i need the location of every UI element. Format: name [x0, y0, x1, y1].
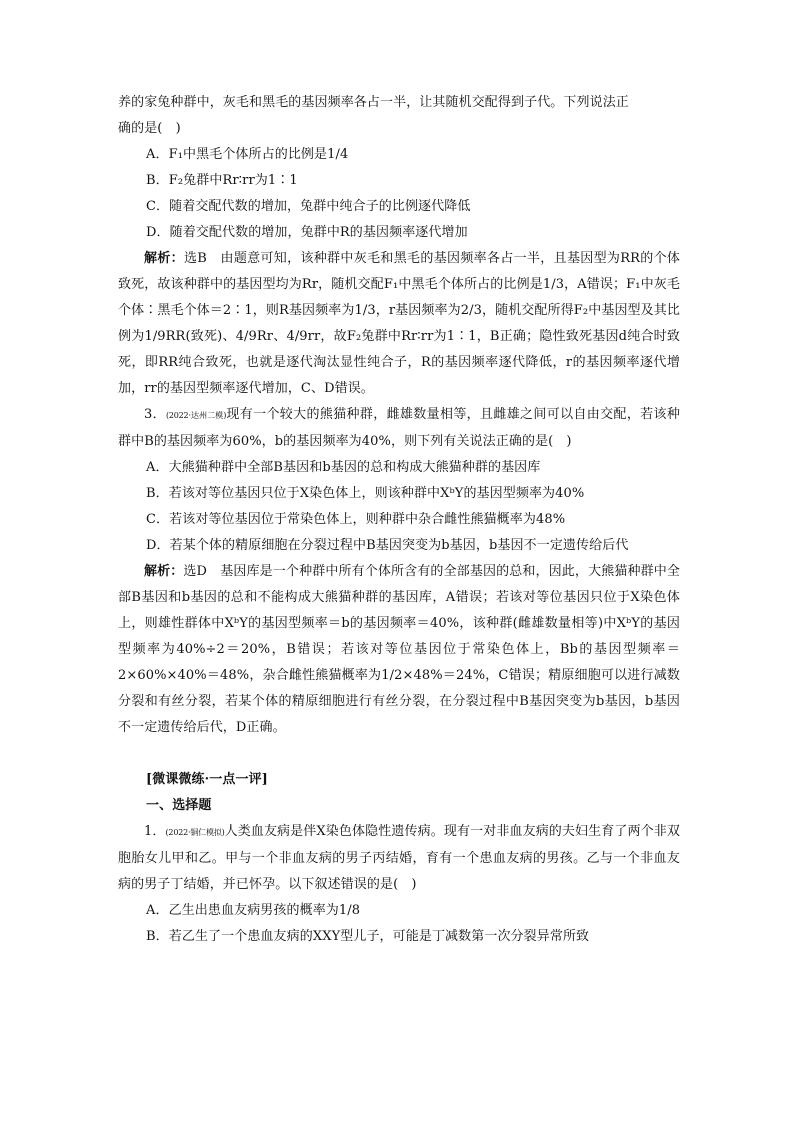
question-stem-text: 人类血友病是伴X染色体隐性遗传病。现有一对非血友病的夫妇生育了两个非双胞胎女儿甲和乙。甲与一个非血友病的男子丙结婚，育有一个患血友病的男孩。乙与一个非血友病的男子丁结婚，并已怀孕。以下叙述错误的是( ) — [118, 824, 680, 892]
question-1-stem — [118, 819, 680, 898]
analysis-label: 解析： — [144, 251, 184, 266]
question-source: (2022·铜仁模拟) — [165, 828, 225, 837]
question-3-option-c: C．若该对等位基因位于常染色体上，则种群中杂合雌性熊猫概率为48% — [146, 512, 566, 527]
question-3-option-a: A．大熊猫种群中全部B基因和b基因的总和构成大熊猫种群的基因库 — [146, 460, 541, 475]
question-2-stem-line-2: 确的是( ) — [118, 121, 181, 136]
section-spacer — [118, 741, 680, 767]
question-2-option-c: C．随着交配代数的增加，兔群中纯合子的比例逐代降低 — [146, 199, 471, 214]
question-3-analysis — [118, 559, 680, 741]
question-3-option-d: D．若某个体的精原细胞在分裂过程中B基因突变为b基因，b基因不一定遗传给后代 — [146, 538, 629, 553]
question-1-option-a: A．乙生出患血友病男孩的概率为1/8 — [146, 903, 361, 918]
analysis-label: 解析： — [144, 564, 184, 579]
question-2-analysis — [118, 246, 680, 402]
section-heading: 一、选择题 — [146, 798, 212, 813]
document-content — [118, 90, 680, 950]
question-2-stem-line-1: 养的家兔种群中，灰毛和黑毛的基因频率各占一半，让其随机交配得到子代。下列说法正 — [118, 95, 629, 110]
question-2-option-d: D．随着交配代数的增加，兔群中R的基因频率逐代增加 — [146, 225, 468, 240]
analysis-text: 选B 由题意可知，该种群中灰毛和黑毛的基因频率各占一半，且基因型为RR的个体致死，故该种群中的基因型均为Rr，随机交配F₁中黑毛个体所占的比例是1/3，A错误；F₁中灰毛个体∶黑毛个体＝2∶1，则R基因频率为1/3，r基因频率为2/3，随机交配所得F₂中基因型及其比例为1/9RR(致死)、4/9Rr、4/9rr，故F₂兔群中Rr∶rr为1∶1，B正确；隐性致死基因d纯合时致死，即RR纯合致死，也就是逐代淘汰显性纯合子，R的基因频率逐代降低，r的基因频率逐代增加，rr的基因型频率逐代增加，C、D错误。 — [118, 251, 680, 396]
question-stem-text: 现有一个较大的熊猫种群，雌雄数量相等，且雌雄之间可以自由交配，若该种群中B的基因频率为60%，b的基因频率为40%，则下列有关说法正确的是( ) — [118, 407, 680, 449]
question-number: 3． — [144, 407, 166, 422]
question-2-option-a: A．F₁中黑毛个体所占的比例是1/4 — [146, 147, 349, 162]
question-source: (2022·达州二模) — [165, 411, 227, 420]
question-2-option-b: B．F₂兔群中Rr∶rr为1∶1 — [146, 173, 298, 188]
practice-title: [微课微练·一点一评] — [146, 772, 268, 787]
analysis-text: 选D 基因库是一个种群中所有个体所含有的全部基因的总和，因此，大熊猫种群中全部B基因和b基因的总和不能构成大熊猫种群的基因库，A错误；若该对等位基因只位于X染色体上，则雄性群体中XᵇY的基因型频率＝b的基因频率＝40%，该种群(雌雄数量相等)中XᵇY的基因型频率为40%÷2＝20%，B错误；若该对等位基因位于常染色体上，Bb的基因型频率＝2×60%×40%＝48%，杂合雌性熊猫概率为1/2×48%＝24%，C错误；精原细胞可以进行减数分裂和有丝分裂，若某个体的精原细胞进行有丝分裂，在分裂过程中B基因突变为b基因，b基因不一定遗传给后代，D正确。 — [118, 564, 680, 735]
question-1-option-b: B．若乙生了一个患血友病的XXY型儿子，可能是丁减数第一次分裂异常所致 — [146, 929, 590, 944]
question-number: 1． — [144, 824, 166, 839]
question-3-option-b: B．若该对等位基因只位于X染色体上，则该种群中XᵇY的基因型频率为40% — [146, 486, 585, 501]
question-3-stem — [118, 402, 680, 455]
